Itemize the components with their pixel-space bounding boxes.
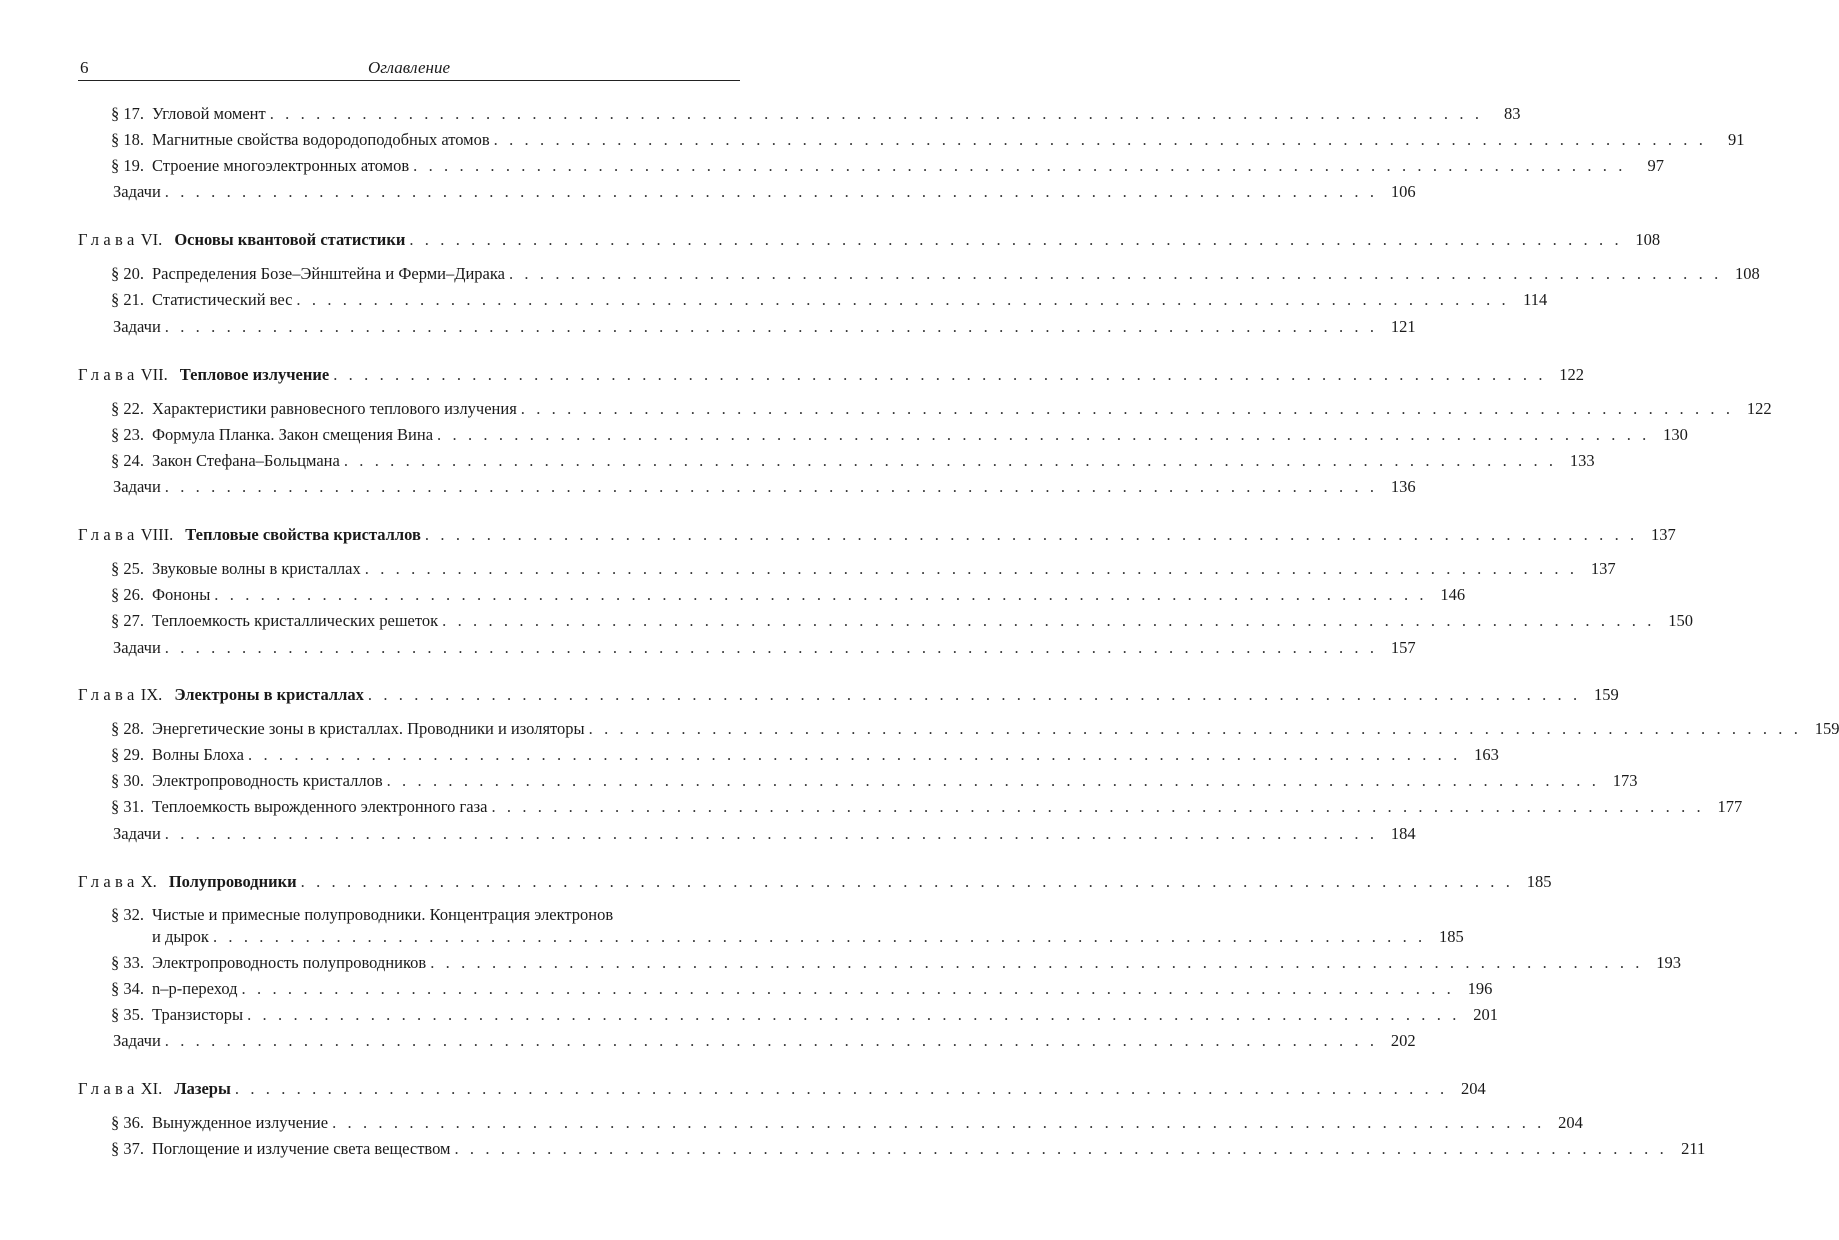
chapter-label: Глава <box>78 525 139 544</box>
entry-title: Транзисторы <box>152 1005 244 1024</box>
entry-page-number: 202 <box>1390 1031 1416 1050</box>
dot-leader: . . . . . . . . . . . . . . . . . . . . . . . . . . . . . . . . . . . . . . . . . . . . . . . . . . . . . . . . . . . . . . . . . . . . . . . . . . . . . . . <box>247 1005 1460 1024</box>
chapter-title: Основы квантовой статистики <box>174 230 406 249</box>
entry-page-number: 122 <box>1559 365 1585 384</box>
entry-title-continuation: и дырок <box>152 927 209 946</box>
toc-entry <box>78 450 1595 472</box>
section-number: § 33. <box>111 953 144 972</box>
toc-problems <box>78 1030 1416 1052</box>
toc-entry <box>78 770 1638 792</box>
entry-page-number: 83 <box>1504 104 1521 123</box>
toc-entry <box>78 1112 1583 1134</box>
toc-entry <box>78 744 1499 766</box>
dot-leader: . . . . . . . . . . . . . . . . . . . . . . . . . . . . . . . . . . . . . . . . . . . . . . . . . . . . . . . . . . . . . . . . . . . . . . . . . . . . . . . <box>409 230 1623 249</box>
entry-page-number: 185 <box>1526 872 1552 891</box>
chapter-label: Глава <box>78 365 139 384</box>
chapter-title: Тепловые свойства кристаллов <box>185 525 421 544</box>
entry-page-number: 177 <box>1717 797 1743 816</box>
entry-page-number: 133 <box>1569 451 1595 470</box>
entry-title: Формула Планка. Закон смещения Вина <box>152 425 434 444</box>
dot-leader: . . . . . . . . . . . . . . . . . . . . . . . . . . . . . . . . . . . . . . . . . . . . . . . . . . . . . . . . . . . . . . . . . . . . . . . . . . . . . . . <box>164 182 1378 201</box>
dot-leader: . . . . . . . . . . . . . . . . . . . . . . . . . . . . . . . . . . . . . . . . . . . . . . . . . . . . . . . . . . . . . . . . . . . . . . . . . . . . . . . <box>364 559 1578 578</box>
section-number: § 24. <box>111 451 144 470</box>
toc-entry <box>78 1138 1706 1160</box>
toc-problems <box>78 823 1416 845</box>
toc-entry <box>78 129 1745 151</box>
dot-leader: . . . . . . . . . . . . . . . . . . . . . . . . . . . . . . . . . . . . . . . . . . . . . . . . . . . . . . . . . . . . . . . . . . . . . . . . . . . . . . . <box>164 824 1378 843</box>
chapter-number: VI. <box>140 230 163 249</box>
entry-title: Фононы <box>152 585 211 604</box>
section-number: § 26. <box>111 585 144 604</box>
entry-title: Вынужденное излучение <box>152 1113 329 1132</box>
entry-page-number: 91 <box>1727 130 1745 149</box>
toc-problems <box>78 316 1416 338</box>
dot-leader: . . . . . . . . . . . . . . . . . . . . . . . . . . . . . . . . . . . . . . . . . . . . . . . . . . . . . . . . . . . . . . . . . . . . . . . . . . . . . . . <box>454 1139 1668 1158</box>
entry-title: Энергетические зоны в кристаллах. Проводники и изоляторы <box>152 719 585 738</box>
toc-entry <box>78 978 1493 1000</box>
entry-title: Задачи <box>113 477 161 496</box>
dot-leader: . . . . . . . . . . . . . . . . . . . . . . . . . . . . . . . . . . . . . . . . . . . . . . . . . . . . . . . . . . . . . . . . . . . . . . . . . . . . . . . <box>442 611 1655 630</box>
section-number: § 18. <box>111 130 144 149</box>
entry-page-number: 137 <box>1651 525 1676 544</box>
entry-title: Волны Блоха <box>152 745 244 764</box>
dot-leader: . . . . . . . . . . . . . . . . . . . . . . . . . . . . . . . . . . . . . . . . . . . . . . . . . . . . . . . . . . . . . . . . . . . . . . . . . . . . . . . <box>300 872 1514 891</box>
dot-leader: . . . . . . . . . . . . . . . . . . . . . . . . . . . . . . . . . . . . . . . . . . . . . . . . . . . . . . . . . . . . . . . . . . . . . . . . . . . . . . . <box>214 585 1428 604</box>
dot-leader: . . . . . . . . . . . . . . . . . . . . . . . . . . . . . . . . . . . . . . . . . . . . . . . . . . . . . . . . . . . . . . . . . . . . . . . . . . . . . . . <box>332 1113 1545 1132</box>
dot-leader: . . . . . . . . . . . . . . . . . . . . . . . . . . . . . . . . . . . . . . . . . . . . . . . . . . . . . . . . . . . . . . . . . . . . . . . . . . . . . . . <box>333 365 1547 384</box>
entry-page-number: 122 <box>1746 399 1772 418</box>
chapter-title: Тепловое излучение <box>179 365 330 384</box>
section-number: § 17. <box>111 104 144 123</box>
toc-entry <box>78 263 1760 285</box>
page <box>78 0 1839 1240</box>
entry-page-number: 184 <box>1390 824 1416 843</box>
dot-leader: . . . . . . . . . . . . . . . . . . . . . . . . . . . . . . . . . . . . . . . . . . . . . . . . . . . . . . . . . . . . . . . . . . . . . . . . . . . . . . . <box>413 156 1626 175</box>
toc-entry <box>78 584 1466 606</box>
toc-entry <box>78 424 1688 446</box>
entry-page-number: 201 <box>1473 1005 1498 1024</box>
entry-page-number: 196 <box>1467 979 1493 998</box>
entry-title: Электропроводность кристаллов <box>152 771 383 790</box>
dot-leader: . . . . . . . . . . . . . . . . . . . . . . . . . . . . . . . . . . . . . . . . . . . . . . . . . . . . . . . . . . . . . . . . . . . . . . . . . . . . . . . <box>234 1079 1448 1098</box>
entry-page-number: 150 <box>1668 611 1693 630</box>
dot-leader: . . . . . . . . . . . . . . . . . . . . . . . . . . . . . . . . . . . . . . . . . . . . . . . . . . . . . . . . . . . . . . . . . . . . . . . . . . . . . . . <box>241 979 1455 998</box>
toc-entry <box>78 398 1772 420</box>
chapter-title: Полупроводники <box>168 872 297 891</box>
section-number: § 19. <box>111 156 144 175</box>
entry-title: Строение многоэлектронных атомов <box>152 156 410 175</box>
section-number: § 25. <box>111 559 144 578</box>
dot-leader: . . . . . . . . . . . . . . . . . . . . . . . . . . . . . . . . . . . . . . . . . . . . . . . . . . . . . . . . . . . . . . . . . . . . . . . . . . . . . . . <box>164 638 1378 657</box>
entry-title: Задачи <box>113 824 161 843</box>
dot-leader: . . . . . . . . . . . . . . . . . . . . . . . . . . . . . . . . . . . . . . . . . . . . . . . . . . . . . . . . . . . . . . . . . . . . . . . . . . . . . . . <box>248 745 1461 764</box>
chapter-number: IX. <box>140 685 163 704</box>
entry-title: Задачи <box>113 1031 161 1050</box>
entry-page-number: 130 <box>1663 425 1688 444</box>
toc-entry <box>78 1004 1498 1026</box>
dot-leader: . . . . . . . . . . . . . . . . . . . . . . . . . . . . . . . . . . . . . . . . . . . . . . . . . . . . . . . . . . . . . . . . . . . . . . . . . . . . . . . <box>343 451 1557 470</box>
section-number: § 22. <box>111 399 144 418</box>
entry-page-number: 193 <box>1656 953 1682 972</box>
entry-page-number: 159 <box>1814 719 1839 738</box>
toc-chapter <box>78 1078 1486 1100</box>
toc-entry <box>78 904 740 926</box>
section-number: § 20. <box>111 264 144 283</box>
entry-page-number: 146 <box>1440 585 1466 604</box>
entry-page-number: 108 <box>1735 264 1760 283</box>
toc-entry-continuation <box>78 926 1464 948</box>
dot-leader: . . . . . . . . . . . . . . . . . . . . . . . . . . . . . . . . . . . . . . . . . . . . . . . . . . . . . . . . . . . . . . . . . . . . . . . . . . . . . . . <box>424 525 1638 544</box>
chapter-title: Электроны в кристаллах <box>174 685 364 704</box>
dot-leader: . . . . . . . . . . . . . . . . . . . . . . . . . . . . . . . . . . . . . . . . . . . . . . . . . . . . . . . . . . . . . . . . . . . . . . . . . . . . . . . <box>508 264 1722 283</box>
section-number: § 31. <box>111 797 144 816</box>
entry-title: Звуковые волны в кристаллах <box>152 559 361 578</box>
dot-leader: . . . . . . . . . . . . . . . . . . . . . . . . . . . . . . . . . . . . . . . . . . . . . . . . . . . . . . . . . . . . . . . . . . . . . . . . . . . . . . . <box>437 425 1650 444</box>
page-number: 6 <box>80 58 89 77</box>
dot-leader: . . . . . . . . . . . . . . . . . . . . . . . . . . . . . . . . . . . . . . . . . . . . . . . . . . . . . . . . . . . . . . . . . . . . . . . . . . . . . . . <box>164 1031 1378 1050</box>
entry-page-number: 173 <box>1612 771 1638 790</box>
entry-page-number: 108 <box>1635 230 1661 249</box>
entry-title: Поглощение и излучение света веществом <box>152 1139 451 1158</box>
toc-problems <box>78 476 1416 498</box>
dot-leader: . . . . . . . . . . . . . . . . . . . . . . . . . . . . . . . . . . . . . . . . . . . . . . . . . . . . . . . . . . . . . . . . . . . . . . . . . . . . . . . <box>212 927 1426 946</box>
dot-leader: . . . . . . . . . . . . . . . . . . . . . . . . . . . . . . . . . . . . . . . . . . . . . . . . . . . . . . . . . . . . . . . . . . . . . . . . . . . . . . . <box>430 953 1644 972</box>
entry-page-number: 204 <box>1558 1113 1583 1132</box>
entry-title: Магнитные свойства водородоподобных атомов <box>152 130 490 149</box>
entry-page-number: 106 <box>1390 182 1416 201</box>
entry-title: Характеристики равновесного теплового излучения <box>152 399 517 418</box>
entry-title: Закон Стефана–Больцмана <box>152 451 340 470</box>
dot-leader: . . . . . . . . . . . . . . . . . . . . . . . . . . . . . . . . . . . . . . . . . . . . . . . . . . . . . . . . . . . . . . . . . . . . . . . . . . . . . . . <box>164 477 1378 496</box>
section-number: § 27. <box>111 611 144 630</box>
running-title: Оглавление <box>367 58 451 77</box>
toc-entry <box>78 558 1616 580</box>
chapter-number: VII. <box>140 365 168 384</box>
dot-leader: . . . . . . . . . . . . . . . . . . . . . . . . . . . . . . . . . . . . . . . . . . . . . . . . . . . . . . . . . . . . . . . . . . . . . . . . . . . . . . . <box>367 685 1581 704</box>
toc-entry <box>78 952 1682 974</box>
chapter-label: Глава <box>78 1079 139 1098</box>
section-number: § 29. <box>111 745 144 764</box>
entry-page-number: 157 <box>1390 638 1416 657</box>
section-number: § 30. <box>111 771 144 790</box>
entry-page-number: 185 <box>1439 927 1464 946</box>
toc-chapter <box>78 871 1552 893</box>
chapter-number: VIII. <box>140 525 174 544</box>
entry-title: Задачи <box>113 182 161 201</box>
chapter-number: X. <box>140 872 157 891</box>
toc-chapter <box>78 229 1661 251</box>
entry-title: Задачи <box>113 317 161 336</box>
entry-page-number: 211 <box>1681 1139 1706 1158</box>
chapter-label: Глава <box>78 230 139 249</box>
toc-entry <box>78 610 1693 632</box>
section-number: § 36. <box>111 1113 144 1132</box>
entry-page-number: 204 <box>1460 1079 1486 1098</box>
section-number: § 23. <box>111 425 144 444</box>
toc-entry <box>78 103 1521 125</box>
toc-problems <box>78 181 1416 203</box>
dot-leader: . . . . . . . . . . . . . . . . . . . . . . . . . . . . . . . . . . . . . . . . . . . . . . . . . . . . . . . . . . . . . . . . . . . . . . . . . . . . . . . <box>164 317 1378 336</box>
section-number: § 34. <box>111 979 144 998</box>
entry-title: Теплоемкость вырожденного электронного газа <box>152 797 488 816</box>
entry-title: n–p-переход <box>152 979 238 998</box>
dot-leader: . . . . . . . . . . . . . . . . . . . . . . . . . . . . . . . . . . . . . . . . . . . . . . . . . . . . . . . . . . . . . . . . . . . . . . . . . . . . . . . <box>520 399 1734 418</box>
dot-leader: . . . . . . . . . . . . . . . . . . . . . . . . . . . . . . . . . . . . . . . . . . . . . . . . . . . . . . . . . . . . . . . . . . . . . . . . . . . . . . . <box>493 130 1707 149</box>
entry-page-number: 121 <box>1390 317 1416 336</box>
dot-leader: . . . . . . . . . . . . . . . . . . . . . . . . . . . . . . . . . . . . . . . . . . . . . . . . . . . . . . . . . . . . . . . . . . . . . . . . . . . . . . . <box>588 719 1802 738</box>
toc-entry <box>78 796 1743 818</box>
entry-title: Чистые и примесные полупроводники. Концентрация электронов <box>152 905 614 924</box>
toc-entry <box>78 718 1839 740</box>
dot-leader: . . . . . . . . . . . . . . . . . . . . . . . . . . . . . . . . . . . . . . . . . . . . . . . . . . . . . . . . . . . . . . . . . . . . . . . . . . . . . . . <box>296 290 1510 309</box>
entry-page-number: 136 <box>1390 477 1416 496</box>
chapter-label: Глава <box>78 872 139 891</box>
entry-title: Электропроводность полупроводников <box>152 953 427 972</box>
toc-entry <box>78 289 1548 311</box>
page-header <box>78 54 740 81</box>
dot-leader: . . . . . . . . . . . . . . . . . . . . . . . . . . . . . . . . . . . . . . . . . . . . . . . . . . . . . . . . . . . . . . . . . . . . . . . . . . . . . . . <box>386 771 1600 790</box>
chapter-label: Глава <box>78 685 139 704</box>
entry-title: Угловой момент <box>152 104 266 123</box>
entry-title: Распределения Бозе–Эйнштейна и Ферми–Дирака <box>152 264 505 283</box>
entry-title: Задачи <box>113 638 161 657</box>
entry-page-number: 159 <box>1593 685 1619 704</box>
entry-title: Теплоемкость кристаллических решеток <box>152 611 439 630</box>
entry-page-number: 163 <box>1474 745 1499 764</box>
dot-leader: . . . . . . . . . . . . . . . . . . . . . . . . . . . . . . . . . . . . . . . . . . . . . . . . . . . . . . . . . . . . . . . . . . . . . . . . . . . . . . . <box>269 104 1483 123</box>
chapter-number: XI. <box>140 1079 163 1098</box>
chapter-title: Лазеры <box>174 1079 231 1098</box>
toc-chapter <box>78 684 1619 706</box>
toc-problems <box>78 637 1416 659</box>
toc-chapter <box>78 524 1676 546</box>
section-number: § 21. <box>111 290 144 309</box>
dot-leader: . . . . . . . . . . . . . . . . . . . . . . . . . . . . . . . . . . . . . . . . . . . . . . . . . . . . . . . . . . . . . . . . . . . . . . . . . . . . . . . <box>491 797 1705 816</box>
section-number: § 28. <box>111 719 144 738</box>
entry-page-number: 137 <box>1590 559 1616 578</box>
toc-entry <box>78 155 1664 177</box>
entry-page-number: 114 <box>1523 290 1548 309</box>
entry-page-number: 97 <box>1647 156 1664 175</box>
section-number: § 37. <box>111 1139 144 1158</box>
entry-title: Статистический вес <box>152 290 293 309</box>
section-number: § 35. <box>111 1005 144 1024</box>
section-number: § 32. <box>111 905 144 924</box>
toc-chapter <box>78 364 1585 386</box>
